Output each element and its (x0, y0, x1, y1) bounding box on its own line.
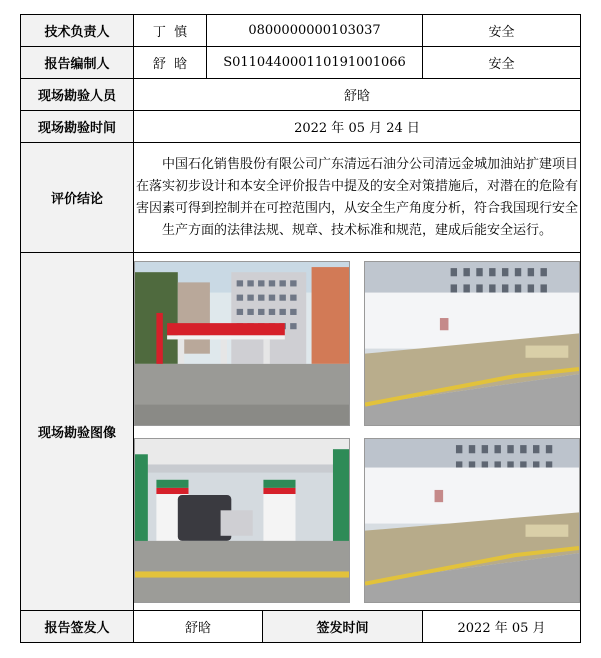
conclusion-text: 中国石化销售股份有限公司广东清远石油分公司清远金城加油站扩建项目在落实初步设计和本安全评价报告中提及的安全对策措施后，对潜在的危险有害因素可得到控制并在可控范围内，从安全生产角度分析，符合我国现行安全生产方面的法律法规、规章、技术标准和规范，建成后能安全运行。 (134, 143, 581, 253)
photo-canopy-dispensers (134, 438, 350, 603)
tech-lead-label: 技术负责人 (21, 15, 134, 47)
issue-date-label: 签发时间 (263, 611, 423, 643)
compiler-label: 报告编制人 (21, 47, 134, 79)
row-inspect-time (21, 111, 581, 143)
row-tech-lead (21, 15, 581, 47)
issuer-label: 报告签发人 (21, 611, 134, 643)
inspect-time-value: 2022 年 05 月 24 日 (134, 111, 581, 143)
inspectors-value: 舒晗 (134, 79, 581, 111)
construction-area-1-image (365, 262, 579, 425)
photo-station-exterior (134, 261, 350, 426)
photo-construction-area-2 (364, 438, 580, 603)
row-conclusion (21, 143, 581, 253)
tech-lead-id: 0800000000103037 (207, 15, 423, 47)
compiler-field: 安全 (423, 47, 581, 79)
conclusion-label: 评价结论 (21, 143, 134, 253)
construction-area-2-image (365, 439, 579, 602)
row-compiler (21, 47, 581, 79)
row-photos (21, 253, 581, 611)
issue-date-value: 2022 年 05 月 (423, 611, 581, 643)
survey-report-table (20, 14, 581, 643)
row-inspectors (21, 79, 581, 111)
photo-construction-area-1 (364, 261, 580, 426)
issuer-name: 舒晗 (134, 611, 263, 643)
station-exterior-image (135, 262, 349, 425)
compiler-name: 舒 晗 (134, 47, 207, 79)
row-issuer (21, 611, 581, 643)
tech-lead-field: 安全 (423, 15, 581, 47)
compiler-id: S011044000110191001066 (207, 47, 423, 79)
inspect-time-label: 现场勘验时间 (21, 111, 134, 143)
photos-label: 现场勘验图像 (21, 253, 134, 611)
inspectors-label: 现场勘验人员 (21, 79, 134, 111)
canopy-dispensers-image (135, 439, 349, 602)
photos-cell (134, 253, 581, 611)
tech-lead-name: 丁 慎 (134, 15, 207, 47)
photo-grid (134, 261, 580, 603)
